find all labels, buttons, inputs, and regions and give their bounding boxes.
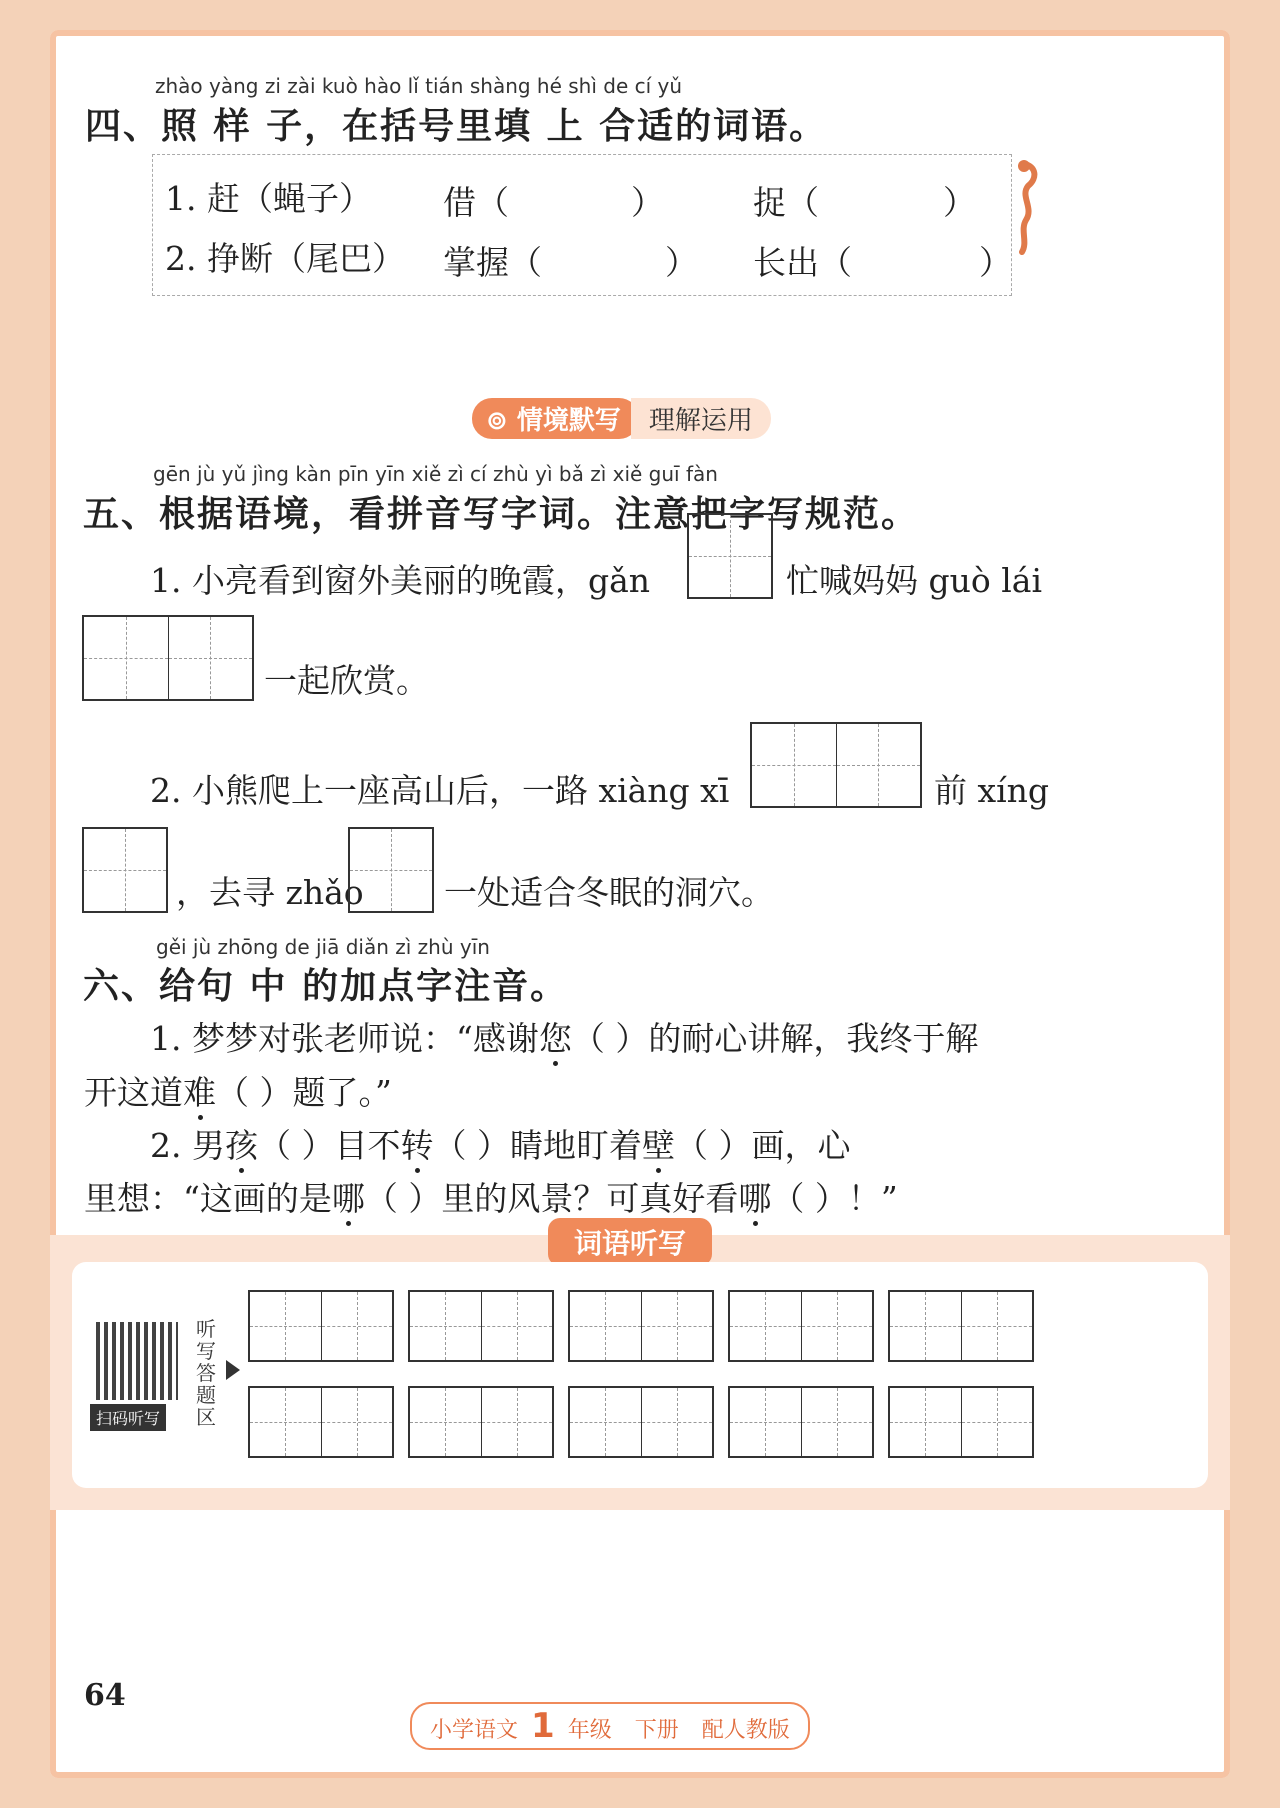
dictation-box[interactable] xyxy=(568,1386,714,1458)
page-number: 64 xyxy=(84,1678,126,1713)
s6-line-1: 1. 梦梦对张老师说：“感谢您（ ）的耐心讲解，我终于解 xyxy=(150,1019,979,1058)
blank-b1-end[interactable]: ） xyxy=(943,183,976,222)
arrow-right-icon xyxy=(226,1360,240,1380)
q1-answer-gan[interactable] xyxy=(687,513,773,599)
blank-a2-label: 掌握（ xyxy=(443,243,542,282)
q2-text-1: 2. 小熊爬上一座高山后，一路 xiàng xī xyxy=(150,771,730,810)
q1-text-3: 一起欣赏。 xyxy=(264,661,429,700)
q2-answer-xiangxi[interactable] xyxy=(750,722,922,808)
worksheet-page xyxy=(50,30,1230,1778)
qr-label: 扫码听写 xyxy=(90,1404,166,1431)
s6-line-2: 开这道难（ ）题了。” xyxy=(84,1073,392,1112)
dictation-box[interactable] xyxy=(728,1386,874,1458)
dictation-box[interactable] xyxy=(888,1386,1034,1458)
qr-code-icon[interactable] xyxy=(96,1322,178,1400)
s6-line-4: 里想：“这画的是哪（ ）里的风景？可真好看哪（ ）！” xyxy=(84,1179,898,1218)
dictation-side-label: 听写答题区 xyxy=(196,1317,216,1429)
blank-b1-label: 捉（ xyxy=(753,183,819,222)
dictation-title: 词语听写 xyxy=(548,1218,712,1266)
blank-b2-label: 长出（ xyxy=(753,243,852,282)
gecko-icon xyxy=(998,156,1050,256)
example-box xyxy=(152,154,1012,296)
example-2: 2. 挣断（尾巴） xyxy=(165,239,405,278)
dictation-box[interactable] xyxy=(248,1290,394,1362)
q2-text-3: ，去寻 zhǎo xyxy=(176,873,364,912)
section4-pinyin: zhào yàng zi zài kuò hào lǐ tián shàng hé shì de cí yǔ xyxy=(155,74,683,98)
section5-pinyin: gēn jù yǔ jìng kàn pīn yīn xiě zì cí zhù yì bǎ zì xiě guī fàn xyxy=(153,462,718,486)
banner-left: ⊚ 情境默写 xyxy=(472,398,639,439)
dictation-box[interactable] xyxy=(408,1386,554,1458)
example-1: 1. 赶（蝇子） xyxy=(165,179,372,218)
section6-title: 六、给句 中 的加点字注音。 xyxy=(83,965,569,1007)
section6-pinyin: gěi jù zhōng de jiā diǎn zì zhù yīn xyxy=(156,935,490,959)
dictation-box[interactable] xyxy=(408,1290,554,1362)
q2-text-2: 前 xíng xyxy=(934,771,1050,810)
q2-text-4: 一处适合冬眠的洞穴。 xyxy=(444,873,774,912)
blank-a2-end[interactable]: ） xyxy=(665,243,698,282)
blank-a1-end[interactable]: ） xyxy=(631,183,664,222)
q1-text-1: 1. 小亮看到窗外美丽的晚霞，gǎn xyxy=(150,561,651,600)
section4-title: 四、照 样 子，在括号里填 上 合适的词语。 xyxy=(85,105,828,147)
q2-answer-zhao[interactable] xyxy=(348,827,434,913)
footer-badge: 小学语文 1 年级 下册 配人教版 xyxy=(410,1702,810,1750)
q1-text-2: 忙喊妈妈 guò lái xyxy=(786,561,1043,600)
s6-line-3: 2. 男孩（ ）目不转（ ）睛地盯着壁（ ）画，心 xyxy=(150,1126,851,1165)
dictation-box[interactable] xyxy=(568,1290,714,1362)
dictation-panel xyxy=(72,1262,1208,1488)
blank-b2-end[interactable]: ） xyxy=(979,243,1012,282)
section5-title: 五、根据语境，看拼音写字词。注意把字写规范。 xyxy=(83,493,920,535)
section-banner xyxy=(472,398,771,438)
q2-answer-xing[interactable] xyxy=(82,827,168,913)
dictation-box[interactable] xyxy=(888,1290,1034,1362)
lantern-icon: ⊚ xyxy=(486,405,517,436)
dictation-box[interactable] xyxy=(728,1290,874,1362)
banner-right: 理解运用 xyxy=(631,398,771,439)
blank-a1-label: 借（ xyxy=(443,183,509,222)
dictation-box[interactable] xyxy=(248,1386,394,1458)
q1-answer-guolai[interactable] xyxy=(82,615,254,701)
